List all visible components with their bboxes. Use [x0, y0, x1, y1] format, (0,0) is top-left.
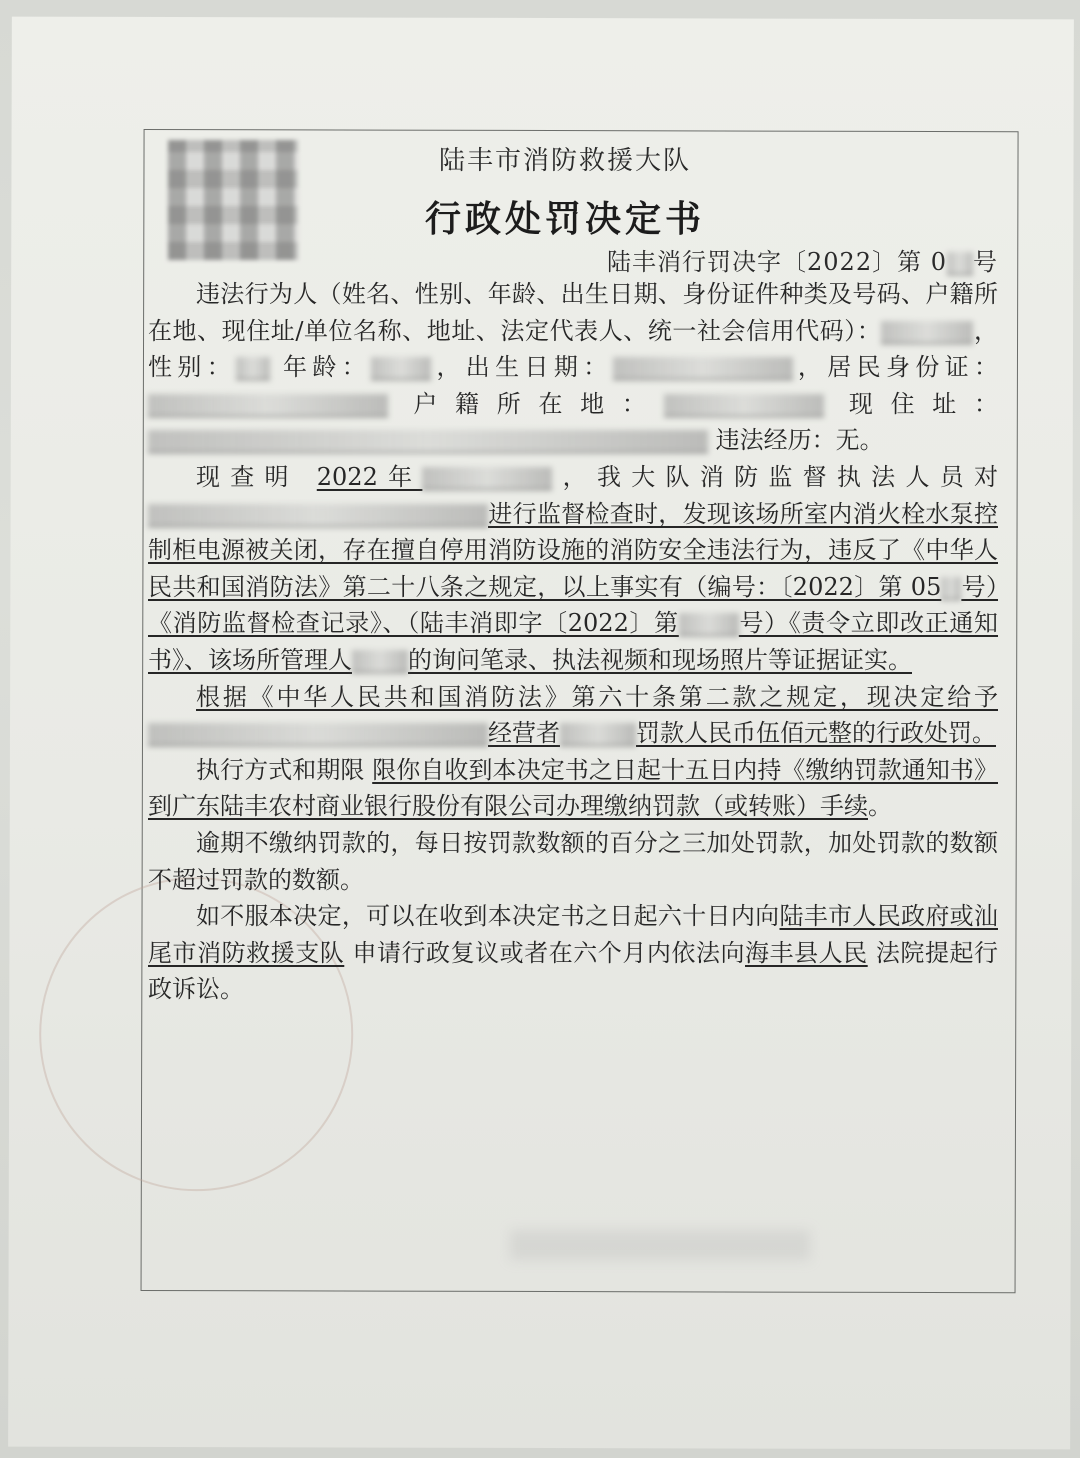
findings-inspection: 进行监督检查时，发现该场所室内消火栓水泵控制柜电源被关闭，存在擅自停用消防设施的消防安全违法行为，违反了《中华人民共和国消防法》第二十八条之规定，以上事实有（编号：〔2022〕第 05 [148, 499, 998, 601]
redacted-date [422, 467, 552, 490]
id-label: ，居民身份证： [792, 353, 999, 382]
history-text: 违法经历：无。 [715, 426, 884, 455]
redacted-address [148, 430, 708, 453]
redacted-manager [352, 650, 408, 673]
decision-paragraph [148, 679, 998, 752]
birth-label: ，出生日期： [431, 353, 613, 382]
redacted-age [371, 357, 431, 380]
document-title: 行政处罚决定书 [424, 198, 705, 240]
appeal-paragraph [148, 898, 998, 1008]
redacted-record-no [941, 577, 961, 600]
address-label: 现住址： [848, 389, 999, 418]
organization-name: 陆丰市消防救援大队 [438, 146, 691, 176]
redacted-business [148, 723, 488, 746]
appeal-end: 法院提起行政诉讼。 [148, 938, 999, 1004]
document-number [607, 242, 998, 277]
redacted-operator [560, 723, 636, 746]
document-body [148, 276, 998, 1008]
registry-label: 户籍所在地： [413, 389, 664, 418]
redacted-id [148, 394, 388, 417]
findings-officers: ，我大队消防监督执法人员对 [552, 462, 999, 491]
findings-notice: 号）《责令立即改正通知书》、该场所管理人 [148, 609, 999, 674]
faint-signature-smudge [510, 1230, 810, 1260]
appeal-court: 海丰县人民 [745, 938, 868, 967]
appeal-middle: 申请行政复议或者在六个月内依法向 [352, 938, 746, 967]
document-number-prefix: 陆丰消行罚决字〔2022〕第 0 [607, 248, 947, 276]
findings-lead: 现查明 [196, 462, 299, 491]
decision-operator: 经营者 [488, 719, 560, 748]
execution-paragraph [148, 752, 998, 825]
document-number-suffix: 号 [973, 248, 998, 276]
redacted-name [881, 321, 973, 344]
document-header [330, 140, 800, 242]
offender-intro: 违法行为人（姓名、性别、年龄、出生日期、身份证件种类及号码、户籍所在地、现住址/单位名称、地址、法定代表人、统一社会信用代码）： [148, 280, 998, 345]
redacted-premises [148, 504, 488, 527]
decision-penalty: 罚款人民币伍佰元整的行政处罚。 [636, 719, 996, 748]
redacted-gender [236, 357, 270, 380]
redacted-notice-no [679, 613, 739, 636]
overdue-paragraph: 逾期不缴纳罚款的，每日按罚款数额的百分之三加处罚款，加处罚款的数额不超过罚款的数额。 [148, 828, 998, 894]
findings-record: 号）《消防监督检查记录》、（陆丰消即字〔2022〕第 [148, 572, 998, 638]
redacted-registry [664, 394, 824, 417]
decision-basis: 根据《中华人民共和国消防法》第六十条第二款之规定，现决定给予 [196, 682, 998, 711]
execution-end: 。 [868, 792, 892, 821]
execution-text: 限你自收到本决定书之日起十五日内持《缴纳罚款通知书》到广东陆丰农村商业银行股份有限公司办理缴纳罚款（或转账）手续 [148, 755, 998, 821]
age-label: 年龄： [283, 353, 372, 382]
findings-paragraph [148, 459, 998, 679]
appeal-lead: 如不服本决定，可以在收到本决定书之日起六十日内向 [196, 902, 780, 931]
findings-evidence: 的询问笔录、执法视频和现场照片等证据证实。 [408, 645, 912, 674]
redacted-number [947, 252, 973, 275]
appeal-bodies: 陆丰市人民政府或汕尾市消防救援支队 [148, 902, 998, 967]
redacted-birthdate [613, 357, 793, 380]
execution-label: 执行方式和期限 [196, 755, 365, 784]
gender-label: ，性别： [148, 316, 998, 382]
findings-year: 2022年 [316, 462, 423, 491]
qr-code-blurred [168, 140, 298, 260]
offender-paragraph [148, 276, 998, 459]
